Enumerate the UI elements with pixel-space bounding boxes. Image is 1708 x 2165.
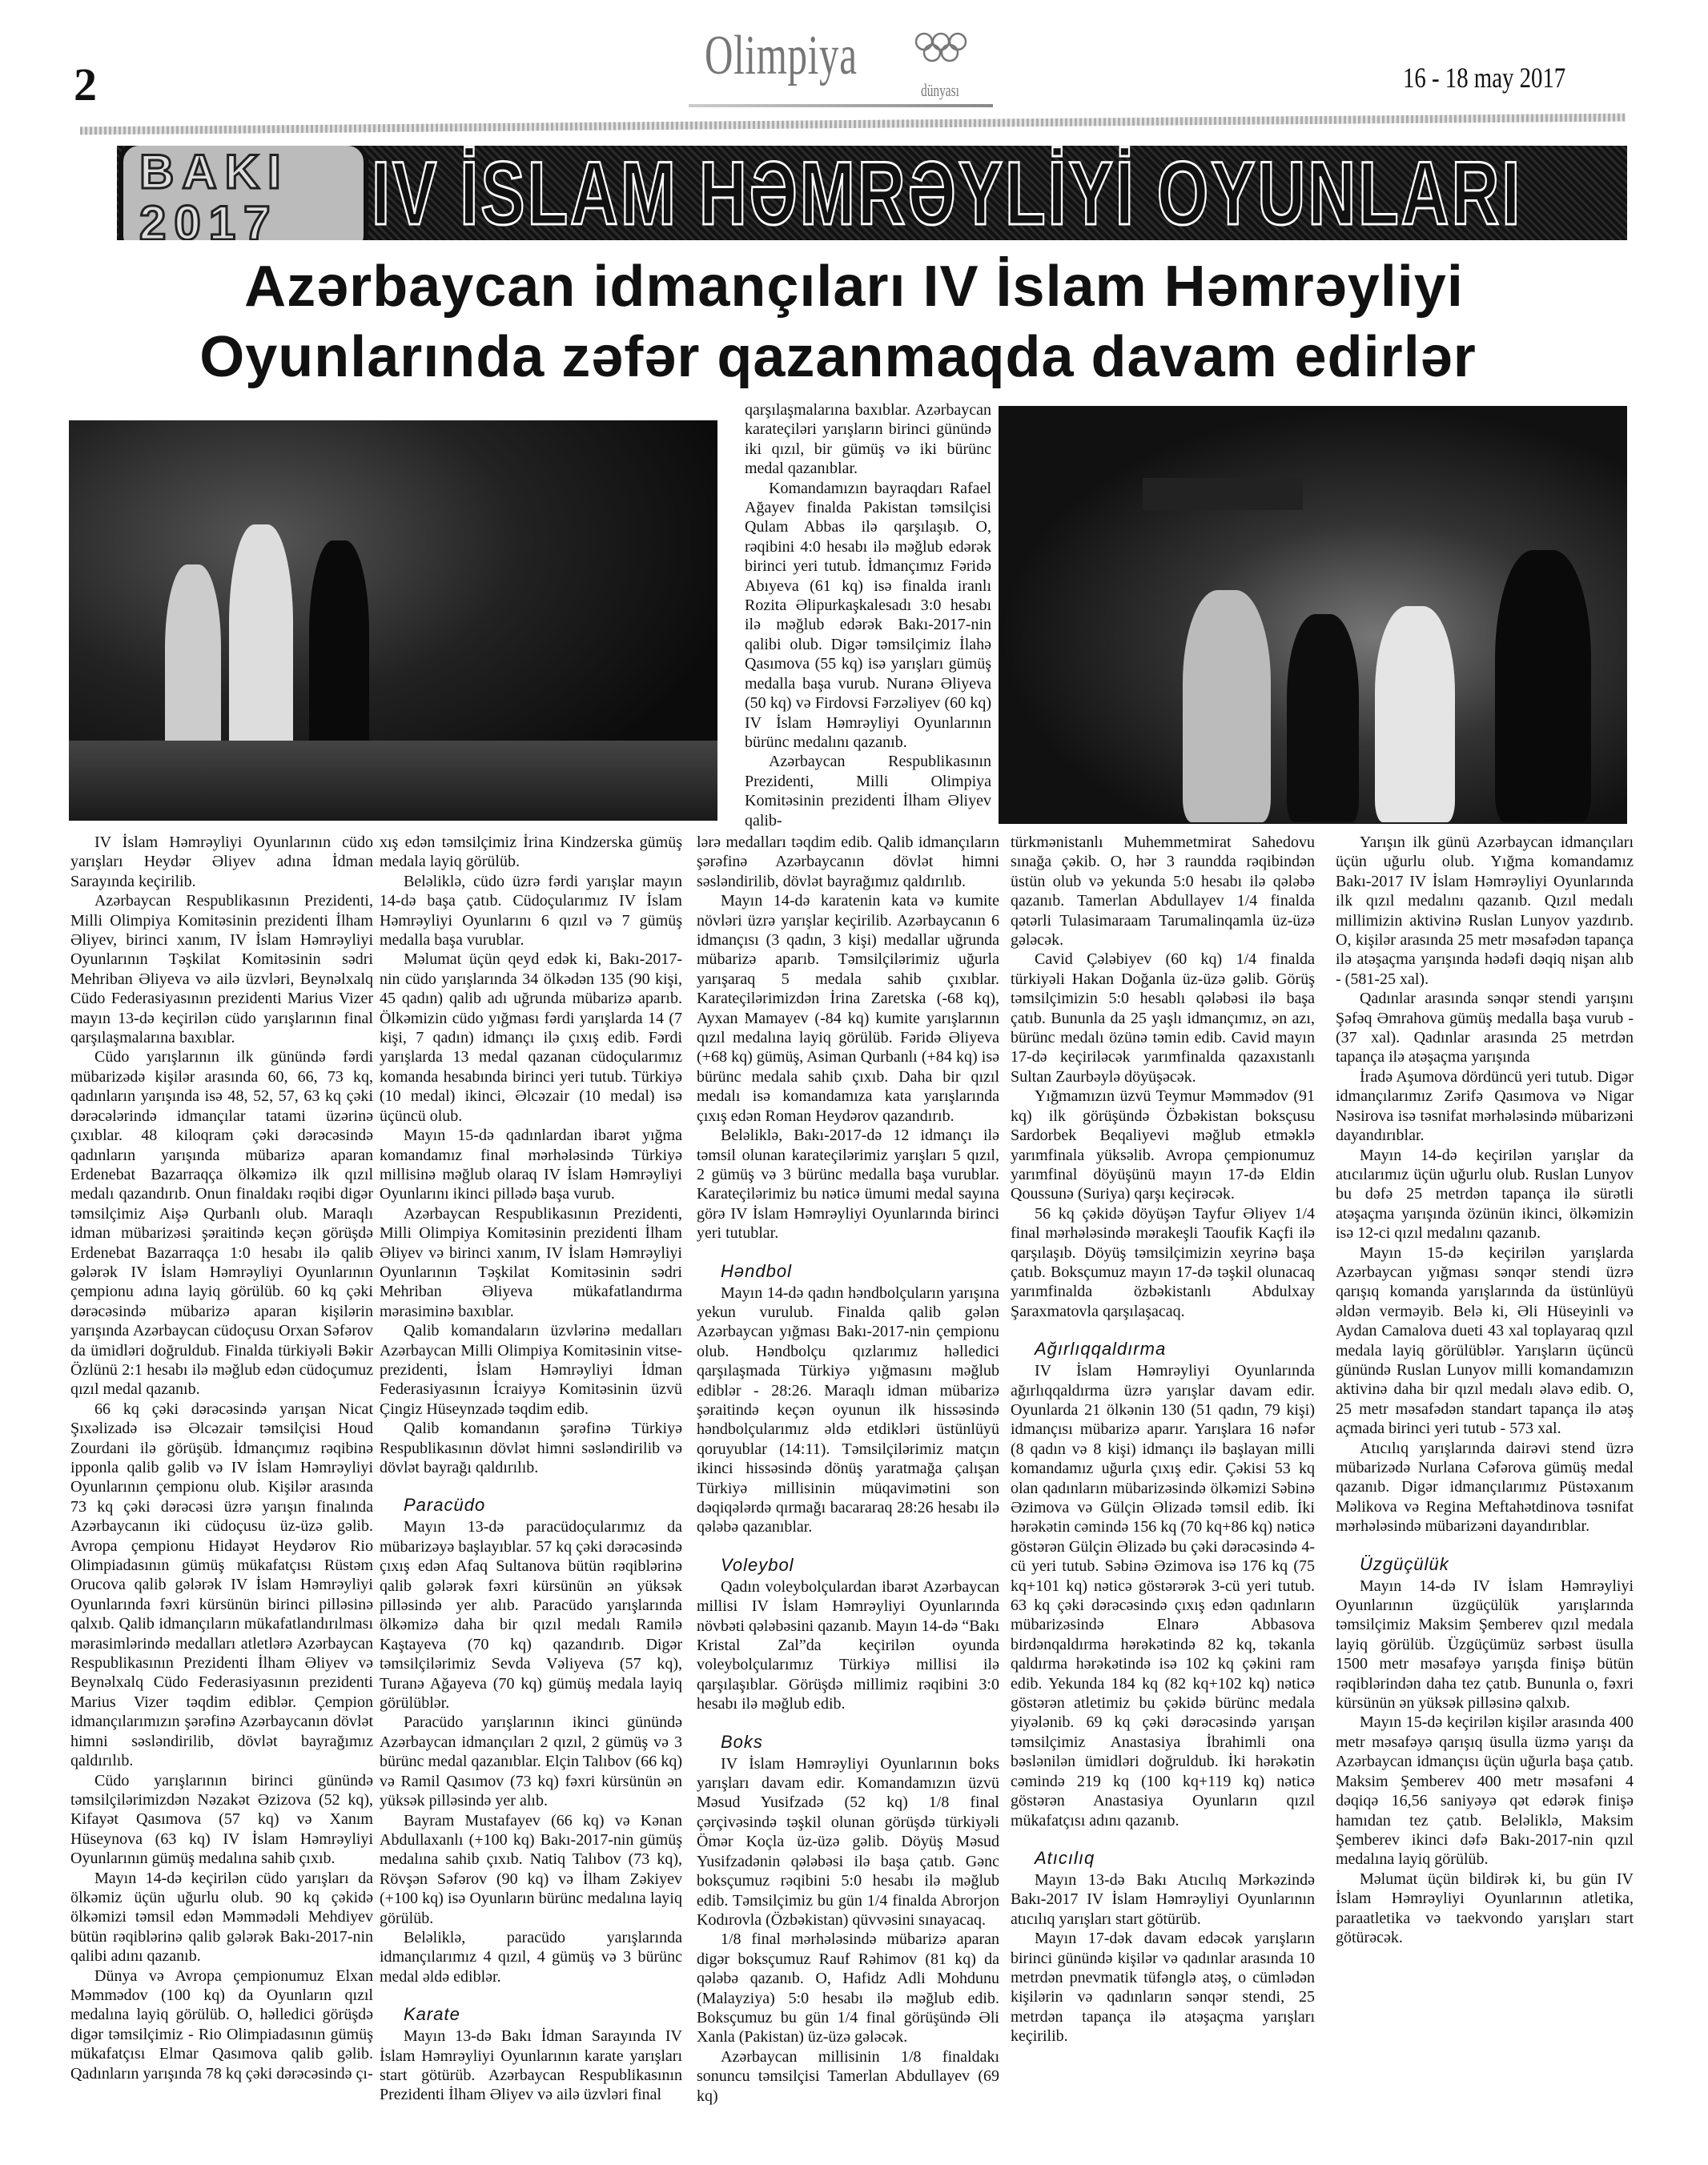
section-heading: Karate: [404, 2004, 460, 2025]
header-divider: [80, 114, 1626, 135]
section-heading: Voleybol: [721, 1554, 794, 1575]
article-paragraph: Mayın 14-də qadın həndbolçuların yarışına yekun vurulub. Finalda qalib gələn Azərbaycan yığması Bakı-2017-nin çempionu olub. Həndbolçu qızlarımız həlledici qarşılaşmada Türkiyə yığmasını məğlub ediblər - 28:26. Maraqlı idman mübarizə şəraitində keçən oyunun ilk hissəsində həndbolçularımız əldə etdikləri üstünlüyü qoruyublar (14:11). Təmsilçilərimiz matçın ikinci hissəsində dönüş yaratmağa çalışan Türkiyə millisinin müqavimətini son dəqiqələrdə qırmağı bacararaq 28:26 hesabı ilə qələbə qazanıblar.: [697, 1283, 999, 1536]
article-paragraph: Qadınlar arasında sənqər stendi yarışını Şəfəq Əmrahova gümüş medalla başa vurub - (37 xal). Qadınlar arasında 25 metrdən tapança ilə atəşaçma yarışında: [1336, 990, 1634, 1066]
article-column-2: [380, 833, 682, 2106]
article-column-5: [1336, 833, 1634, 2106]
headline-line-2: Oyunlarında zəfər qazanmaqda davam edirlər: [199, 325, 1477, 389]
article-paragraph: xış edən təmsilçimiz İrina Kindzerska gümüş medala layiq görülüb.: [380, 833, 682, 871]
article-paragraph: Qadın voleybolçulardan ibarət Azərbaycan millisi IV İslam Həmrəyliyi Oyunlarında növbəti qələbəsini qazanıb. Mayın 14-də “Bakı Kristal Zal”da keçirilən oyunda voleybolçularımız Türkiyə millisi ilə qarşılaşıblar. Görüşdə millimiz rəqibini 3:0 hesabı ilə məğlub edib.: [697, 1577, 999, 1713]
article-column-3-top: [745, 400, 991, 831]
article-paragraph: Azərbaycan millisinin 1/8 finaldakı sonuncu təmsilçisi Tamerlan Abdullayev (69 kq): [697, 2047, 999, 2105]
article-paragraph: Mayın 15-də keçirilən yarışlarda Azərbaycan yığması sənqər stendi üzrə qarışıq komanda yarışlarında da üstünlüyü əldən verməyib. Belə ki, Əli Hüseyinli və Aydan Camalova dueti 43 xal toplayaraq qızıl medala layiq görülüblər. Yarışların üçüncü günündə Ruslan Lunyov milli komandamızın aktivinə daha bir qızıl medalı əlavə edib. O, 25 metr məsafədən standart tapança ilə atəş açmada birinci yeri tutub - 573 xal.: [1336, 1243, 1634, 1438]
banner-title: IV İSLAM HƏMRƏYLİYİ OYUNLARI: [372, 146, 1523, 240]
article-paragraph: Mayın 14-də IV İslam Həmrəyliyi Oyunlarının üzgüçülük yarışlarında təmsilçimiz Maksim Şemberev qızıl medala layiq görülüb. Üzgüçümüz sərbəst üsulla 1500 metr məsafəyə yarışda finişə bütün rəqiblərindən daha tez çatıb. Bununla o, fəxri kürsünün ən yüksək pilləsinə qalxıb.: [1336, 1577, 1634, 1713]
article-paragraph: türkmənistanlı Muhemmetmirat Sahedovu sınağa çəkib. O, hər 3 raundda rəqibindən üstün olub və yekunda 5:0 hesabı ilə qələbə qazanıb. Tamerlan Abdullayev 1/4 finalda qətərli Tulasimaraam Tarumalinqamla üz-üzə gələcək.: [1011, 833, 1315, 950]
olympic-rings-icon: [913, 30, 969, 70]
section-banner: [117, 146, 1627, 240]
article-paragraph: Azərbaycan Respublikasının Prezidenti, Milli Olimpiya Komitəsinin prezidenti İlham Əliyev, birinci xanım, IV İslam Həmrəyliyi Oyunlarının Təşkilat Komitəsinin sədri Mehriban Əliyeva və ailə üzvləri, Beynəlxalq Cüdo Federasiyasının prezidenti Marius Vizer mayın 13-də keçirilən cüdo yarışlarının final qarşılaşmalarına baxıblar.: [70, 892, 373, 1047]
article-paragraph: Cüdo yarışlarının ilk günündə fərdi mübarizədə kişilər arasında 60, 66, 73 kq, qadınların yarışında isə 48, 52, 57, 63 kq çəki dərəcələrində idmançılar tatami üzərinə çıxıblar. 48 kiloqram çəki dərəcəsində qadınların yarışında mübarizə aparan Erdenebat Bazarraqça ölkəmizə ilk qızıl medalı qazandırıb. Onun finaldakı rəqibi digər təmsilçimiz Aişə Qurbanlı olub. Maraqlı idman mübarizəsi şəraitində keçən görüşdə Erdenebat Bazarraqça 1:0 hesabı ilə qalib gələrək IV İslam Həmrəyliyi Oyunlarının çempionu adına layiq görülüb. 60 kq çəki dərəcəsində mübarizə aparan kişilərin yarışında Azərbaycan cüdoçusu Orxan Səfərov da ümidləri doğruldub. Finalda türkiyəli Bəkir Özlünü 2:1 hesabı ilə məğlub edən cüdoçumuz qızıl medal qazanıb.: [70, 1048, 373, 1399]
article-paragraph: İradə Aşumova dördüncü yeri tutub. Digər idmançılarımız Zərifə Qasımova və Nigar Nəsirova isə təsnifat mərhələsində mübarizəni dayandırıblar.: [1336, 1067, 1634, 1145]
section-heading: Ağırlıqqaldırma: [1035, 1339, 1167, 1360]
article-paragraph: Komandamızın bayraqdarı Rafael Ağayev finalda Pakistan təmsilçisi Qulam Abbas ilə qarşılaşıb. O, rəqibini 4:0 hesabı ilə məğlub edərək birinci yeri tutub. İdmançımız Fəridə Abıyeva (61 kq) isə finalda iranlı Rozita Əlipurkaşkalesadı 3:0 hesabı ilə məğlub edərək Bakı-2017-nin qalibi olub. Digər təmsilçimiz İlahə Qasımova (55 kq) isə yarışları gümüş medalla başa vurub. Nuranə Əliyeva (50 kq) və Firdovsi Fərzəliyev (60 kq) IV İslam Həmrəyliyi Oyunlarının bürünc medalını qazanıb.: [745, 479, 991, 751]
masthead-subtitle: dünyası: [921, 80, 959, 100]
issue-date: 16 - 18 may 2017: [1403, 62, 1566, 94]
masthead-title: Olimpiya: [705, 25, 858, 86]
article-paragraph: IV İslam Həmrəyliyi Oyunlarında ağırlıqqaldırma üzrə yarışlar davam edir. Oyunlarda 21 ölkənin 130 (51 qadın, 79 kişi) idmançısı mübarizə aparır. Yarışlara 16 nəfər (8 qadın və 8 kişi) idmançı ilə başlayan milli komandamız uğurla çıxış edir. Çəkisi 53 kq olan qadınların mübarizəsində ölkəmizi Səbinə Əzimova və Gülçin Əlizadə təmsil edib. İki hərəkətin cəmində 156 kq (70 kq+86 kq) nəticə göstərən Gülçin Əlizadə bu çəki dərəcəsində 4-cü yeri tutub. Səbinə Əzimova isə 176 kq (75 kq+101 kq) nəticə göstərərək 3-cü yeri tutub. 63 kq çəki dərəcəsində çıxış edən qadınların mübarizəsində Elnarə Abbasova birdənqaldırma hərəkətində 82 kq, təkanla qaldırma hərəkətində isə 102 kq çəkini ram edib. Yekunda 184 kq (82 kq+102 kq) nəticə göstərən atletimiz bu çəkidə bürünc medala yiyələnib. 69 kq çəki dərəcəsində yarışan təmsilçimiz Anastasiya İbrahimli ona bəslənilən ümidləri doğruldub. İki hərəkətin cəmində 219 kq (100 kq+119 kq) nəticə göstərən Anastasiya Oyunların qızıl mükafatçısı adını qazanıb.: [1011, 1362, 1315, 1830]
masthead-logo: [673, 24, 1009, 112]
article-paragraph: Mayın 14-də keçirilən cüdo yarışları da ölkəmiz üçün uğurlu olub. 90 kq çəkidə ölkəmizi təmsil edən Məmmədəli Mehdiyev bütün rəqiblərinə qalib gələrək Bakı-2017-nin qalibi adını qazanıb.: [70, 1869, 373, 1966]
article-paragraph: Paracüdo yarışlarının ikinci günündə Azərbaycan idmançıları 2 qızıl, 2 gümüş və 3 bürünc medal qazanıblar. Elçin Talıbov (66 kq) və Ramil Qasımov (73 kq) fəxri kürsünün ən yüksək pilləsində yer alıb.: [380, 1713, 682, 1810]
article-column-1: [70, 833, 373, 2106]
article-paragraph: Məlumat üçün bildirək ki, bu gün IV İslam Həmrəyliyi Oyunlarının atletika, paraatletika və taekvondo yarışları start götürəcək.: [1336, 1870, 1634, 1946]
article-paragraph: Mayın 13-də paracüdoçularımız da mübarizəyə başlayıblar. 57 kq çəki dərəcəsində çıxış edən Afaq Sultanova bütün rəqiblərinə qalib gələrək fəxri kürsünün ən yüksək pilləsində yer alıb. Paracüdo yarışlarında ölkəmizə daha bir qızıl medalı Ramilə Kaştayeva (70 kq) qazandırıb. Digər təmsilçilərimiz Sevda Vəliyeva (57 kq), Turanə Ağayeva (70 kq) gümüş medala layiq görülüblər.: [380, 1518, 682, 1713]
photo-judo-award-ceremony: [69, 420, 717, 821]
article-paragraph: IV İslam Həmrəyliyi Oyunlarının cüdo yarışları Heydər Əliyev adına İdman Sarayında keçirilib.: [70, 833, 373, 890]
article-paragraph: Məlumat üçün qeyd edək ki, Bakı-2017-nin cüdo yarışlarında 34 ölkədən 135 (90 kişi, 45 qadın) qalib adı uğrunda mübarizə aparıb. Ölkəmizin cüdo yığması fərdi yarışlarda 14 (7 kişi, 7 qadın) idmançı ilə çıxış edib. Fərdi yarışlarda 13 medal qazanan cüdoçularımız komanda hesabında birinci yeri tutub. Türkiyə (10 medal) ikinci, Əlcəzair (10 medal) isə üçüncü olub.: [380, 950, 682, 1125]
article-paragraph: Qalib komandaların üzvlərinə medalları Azərbaycan Milli Olimpiya Komitəsinin vitse-prezidenti, İslam Həmrəyliyi İdman Federasiyasının İcraiyyə Komitəsinin üzvü Çingiz Hüseynzadə təqdim edib.: [380, 1322, 682, 1418]
article-paragraph: Beləliklə, paracüdo yarışlarında idmançılarımız 4 qızıl, 4 gümüş və 3 bürünc medal əldə ediblər.: [380, 1928, 682, 1986]
article-paragraph: IV İslam Həmrəyliyi Oyunlarının boks yarışları davam edir. Komandamızın üzvü Məsud Yusifzadə (52 kq) 1/8 final çərçivəsində təşkil olunan görüşdə türkiyəli Ömər Koçla üz-üzə gəlib. Döyüş Məsud Yusifzadənin qələbəsi ilə başa çatıb. Gənc boksçumuz rəqibini 5:0 hesabı ilə məğlub edib. Təmsilçimiz bu gün 1/4 finalda Abrorjon Kodırovla (Özbəkistan) qüvvəsini sınayacaq.: [697, 1754, 999, 1929]
article-paragraph: Dünya və Avropa çempionumuz Elxan Məmmədov (100 kq) da Oyunların qızıl medalına layiq görülüb. O, həlledici görüşdə digər təmsilçimiz - Rio Olimpiadasının gümüş mükafatçısı Elmar Qasımova qalib gəlib. Qadınların yarışında 78 kq çəki dərəcəsində çı-: [70, 1966, 373, 2083]
article-paragraph: Mayın 14-də keçirilən yarışlar da atıcılarımız üçün uğurlu olub. Ruslan Lunyov bu dəfə 25 metrdən tapança ilə sürətli atəşaçma yarışında özünün ikinci, ölkəmizin isə 12-ci qızıl medalını qazanıb.: [1336, 1146, 1634, 1243]
article-paragraph: Bayram Mustafayev (66 kq) və Kənan Abdullaxanlı (+100 kq) Bakı-2017-nin gümüş medalına sahib çıxıb. Natiq Talıbov (73 kq), Rövşən Səfərov (90 kq) və İlham Zəkiyev (+100 kq) isə Oyunların bürünc medalına layiq görülüb.: [380, 1811, 682, 1927]
article-paragraph: Yığmamızın üzvü Teymur Məmmədov (91 kq) ilk görüşündə Özbəkistan boksçusu Sardorbek Beqaliyevi məğlub etməklə yarımfinala yüksəlib. Avropa çempionumuz yarımfinal döyüşünü mayın 17-də Eldin Qoussunə (Suriya) qarşı keçirəcək.: [1011, 1087, 1315, 1203]
article-paragraph: Beləliklə, cüdo üzrə fərdi yarışlar mayın 14-də başa çatıb. Cüdoçularımız IV İslam Həmrəyliyi Oyunlarını 6 qızıl və 7 gümüş medalla başa vurublar.: [380, 872, 682, 950]
article-column-3: [697, 833, 999, 2106]
article-paragraph: Yarışın ilk günü Azərbaycan idmançıları üçün uğurlu olub. Yığma komandamız Bakı-2017 IV İslam Həmrəyliyi Oyunlarında ilk qızıl medalını qazanıb. Qızıl medalı millimizin aktivinə Ruslan Lunyov yazdırıb. O, kişilər arasında 25 metr məsafədən tapança ilə atəşaçma yarışında hədəfi dəqiq nişan alıb - (581-25 xal).: [1336, 833, 1634, 988]
article-paragraph: Mayın 13-də Bakı İdman Sarayında IV İslam Həmrəyliyi Oyunlarının karate yarışları start götürüb. Azərbaycan Respublikasının Prezidenti İlham Əliyev və ailə üzvləri final: [380, 2027, 682, 2104]
article-paragraph: 66 kq çəki dərəcəsində yarışan Nicat Şıxəlizadə isə Əlcəzair təmsilçisi Houd Zourdani ilə görüşüb. İdmançımız rəqibinə ipponla qalib gəlib və IV İslam Həmrəyliyi Oyunlarının çempionu olub. Kişilər arasında 73 kq çəki dərəcəsi üzrə yarışın finalında Azərbaycanın iki cüdoçusu üz-üzə gəlib. Avropa çempionu Hidayət Heydərov Rio Olimpiadasının gümüş mükafatçısı Rüstəm Orucova qalib gələrək IV İslam Həmrəyliyi Oyunlarında fəxri kürsünün birinci pilləsinə qalxıb. Qalib idmançıların mükafatlandırılması mərasimlərində medalları atletlərə Azərbaycan Respublikasının Prezidenti İlham Əliyev və Beynəlxalq Cüdo Federasiyasının prezidenti Marius Vizer təqdim ediblər. Çempion idmançılarımızın şərəfinə Azərbaycanın dövlət himni səsləndirilib, dövlət bayrağımız qaldırılıb.: [70, 1400, 373, 1770]
article-paragraph: Mayın 17-dək davam edəcək yarışların birinci günündə kişilər və qadınlar arasında 10 metrdən pnevmatik tüfənglə atəş, o cümlədən kişilərin və qadınların sənqər stendi, 25 metrdən tapança ilə atəşaçma yarışları keçirilib.: [1011, 1930, 1315, 2046]
section-heading: Üzgüçülük: [1360, 1553, 1449, 1574]
article-paragraph: Cavid Çələbiyev (60 kq) 1/4 finalda türkiyəli Hakan Doğanla üz-üzə gəlib. Görüş təmsilçimizin 5:0 hesablı qələbəsi ilə başa çatıb. Bununla da 25 yaşlı idmançımız, ən azı, bürünc medalı özünə təmin edib. Cavid mayın 17-də keçiriləcək yarımfinalda qazaxıstanlı Sultan Zaurbəylə döyüşəcək.: [1011, 950, 1315, 1086]
article-paragraph: Azərbaycan Respublikasının Prezidenti, Milli Olimpiya Komitəsinin prezidenti İlham Əliyev və birinci xanım, IV İslam Həmrəyliyi Oyunlarının Təşkilat Komitəsinin sədri Mehriban Əliyeva mükafatlandırma mərasiminə baxıblar.: [380, 1204, 682, 1320]
logo-text-baki: BAKI: [139, 146, 289, 199]
headline-line-1: Azərbaycan idmançıları IV İslam Həmrəyliyi: [244, 255, 1464, 319]
article-paragraph: Beləliklə, Bakı-2017-də 12 idmançı ilə təmsil olunan karateçilərimiz yarışları 5 qızıl, 2 gümüş və 3 bürünc medalla başa vurublar. Karateçilərimiz bu nəticə ümumi medal sayına görə IV İslam Həmrəyliyi Oyunlarında birinci yeri tutublar.: [697, 1127, 999, 1243]
article-paragraph: lərə medalları təqdim edib. Qalib idmançıların şərəfinə Azərbaycanın dövlət himni səsləndirilib, dövlət bayrağımız qaldırılıb.: [697, 833, 999, 890]
article-paragraph: Mayın 13-də Bakı Atıcılıq Mərkəzində Bakı-2017 IV İslam Həmrəyliyi Oyunlarının atıcılıq yarışları start götürüb.: [1011, 1870, 1315, 1928]
article-paragraph: Mayın 14-də karatenin kata və kumite növləri üzrə yarışlar keçirilib. Azərbaycanın 6 idmançısı (3 qadın, 3 kişi) medallar uğrunda mübarizə aparıb. Təmsilçilərimiz uğurla yarışaraq 5 medala sahib çıxıblar. Karateçilərimizdən İrina Zaretska (-68 kq), Ayxan Mamayev (-84 kq) kumite yarışlarının qızıl medalına layiq görülüb. Fəridə Əliyeva (+68 kq) gümüş, Asiman Qurbanlı (+84 kq) isə bürünc medala sahib çıxıb. Daha bir qızıl medalı isə komandamıza kata yarışlarında çıxış edən Roman Heydərov qazandırıb.: [697, 892, 999, 1125]
section-heading: Paracüdo: [404, 1495, 486, 1516]
article-paragraph: Mayın 15-də qadınlardan ibarət yığma komandamız final mərhələsində Türkiyə millisinə məğlub olaraq IV İslam Həmrəyliyi Oyunlarını ikinci pillədə başa vurub.: [380, 1127, 682, 1203]
article-paragraph: Cüdo yarışlarının birinci günündə təmsilçilərimizdən Nəzakət Əzizova (52 kq), Kifayət Qasımova (57 kq) və Xanım Hüseynova (63 kq) IV İslam Həmrəyliyi Oyunlarının gümüş medalına sahib çıxıb.: [70, 1771, 373, 1868]
article-paragraph: Atıcılıq yarışlarında dairəvi stend üzrə mübarizədə Nurlana Cəfərova gümüş medal qazanıb. Digər idmançılarımız Püstəxanım Məlikova və Regina Meftahətdinova təsnifat mərhələsində mübarizəni dayandırıblar.: [1336, 1439, 1634, 1536]
section-heading: Boks: [721, 1731, 763, 1752]
photo-judo-athletes-hall: [999, 406, 1627, 824]
article-paragraph: 1/8 final mərhələsində mübarizə aparan digər boksçumuz Rauf Rəhimov (81 kq) da qələbə qazanıb. O, Hafidz Adli Mohdunu (Malayziya) 5:0 hesabı ilə məğlub edib. Boksçumuz bu gün 1/4 final görüşündə Əli Xanla (Pakistan) üz-üzə gələcək.: [697, 1930, 999, 2047]
article-column-4: [1011, 833, 1315, 2106]
logo-text-2017: 2017: [139, 196, 279, 240]
section-heading: Atıcılıq: [1035, 1847, 1095, 1868]
baku-2017-logo: [119, 146, 368, 240]
article-paragraph: Mayın 15-də keçirilən kişilər arasında 400 metr məsafəyə qarışıq üsulla üzmə yarışı da Azərbaycan idmançısı üçün uğurla başa çatıb. Maksim Şemberev 400 metr məsafəni 4 dəqiqə 16,56 saniyəyə qət edərək finişə hamıdan tez çatıb. Beləliklə, Maksim Şemberev ikinci dəfə Bakı-2017-nin qızıl medalına layiq görülüb.: [1336, 1713, 1634, 1869]
section-heading: Həndbol: [721, 1260, 792, 1281]
masthead-underline: [689, 104, 993, 107]
article-paragraph: 56 kq çəkidə döyüşən Tayfur Əliyev 1/4 final mərhələsində mərakeşli Taoufik Kaçfi ilə qarşılaşıb. Döyüş təmsilçimizin xeyrinə başa çatıb. Boksçumuz mayın 17-də təşkil olunacaq yarımfinalda özbəkistanlı Abdulxay Şaraxmatovla qarşılaşacaq.: [1011, 1204, 1315, 1320]
article-paragraph: Azərbaycan Respublikasının Prezidenti, Milli Olimpiya Komitəsinin prezidenti İlham Əliyev qalib-: [745, 753, 991, 829]
article-paragraph: Qalib komandanın şərəfinə Türkiyə Respublikasının dövlət himni səsləndirilib və dövlət bayrağı qaldırılıb.: [380, 1420, 682, 1476]
article-paragraph: qarşılaşmalarına baxıblar. Azərbaycan karateçiləri yarışların birinci günündə iki qızıl, bir gümüş və iki bürünc medal qazanıblar.: [745, 401, 991, 478]
page-number: 2: [74, 58, 97, 110]
